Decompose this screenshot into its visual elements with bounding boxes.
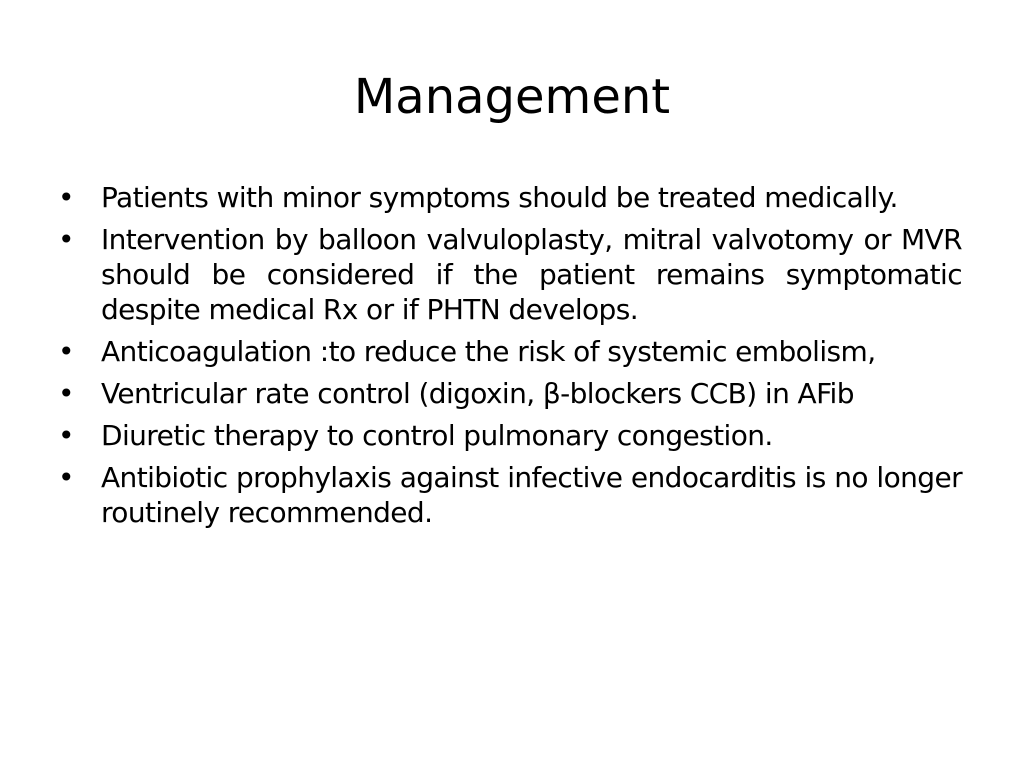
bullet-item-antibiotic-prophylaxis [58, 460, 962, 530]
bullet-text: Patients with minor symptoms should be treated medically. [101, 181, 898, 214]
bullet-item-anticoagulation [58, 334, 962, 369]
bullet-dot-icon: • [58, 335, 75, 368]
bullet-item-rate-control [58, 376, 962, 411]
bullet-text: Anticoagulation :to reduce the risk of systemic embolism, [101, 335, 876, 368]
bullet-text: Diuretic therapy to control pulmonary congestion. [101, 419, 773, 452]
bullet-dot-icon: • [58, 377, 75, 410]
bullet-dot-icon: • [58, 181, 75, 214]
bullet-list [58, 180, 962, 537]
bullet-item-diuretic-therapy [58, 418, 962, 453]
bullet-dot-icon: • [58, 461, 75, 494]
bullet-item-medical-treatment [58, 180, 962, 215]
bullet-item-intervention [58, 222, 962, 327]
bullet-text: Antibiotic prophylaxis against infective endocarditis is no longer routinely recommended. [101, 461, 962, 529]
bullet-text: Ventricular rate control (digoxin, β-blockers CCB) in AFib [101, 377, 854, 410]
bullet-dot-icon: • [58, 223, 75, 256]
slide-title: Management [353, 69, 671, 125]
bullet-text: Intervention by balloon valvuloplasty, mitral valvotomy or MVR should be considered if the patient remains symptomatic despite medical Rx or if PHTN develops. [101, 223, 962, 326]
bullet-dot-icon: • [58, 419, 75, 452]
